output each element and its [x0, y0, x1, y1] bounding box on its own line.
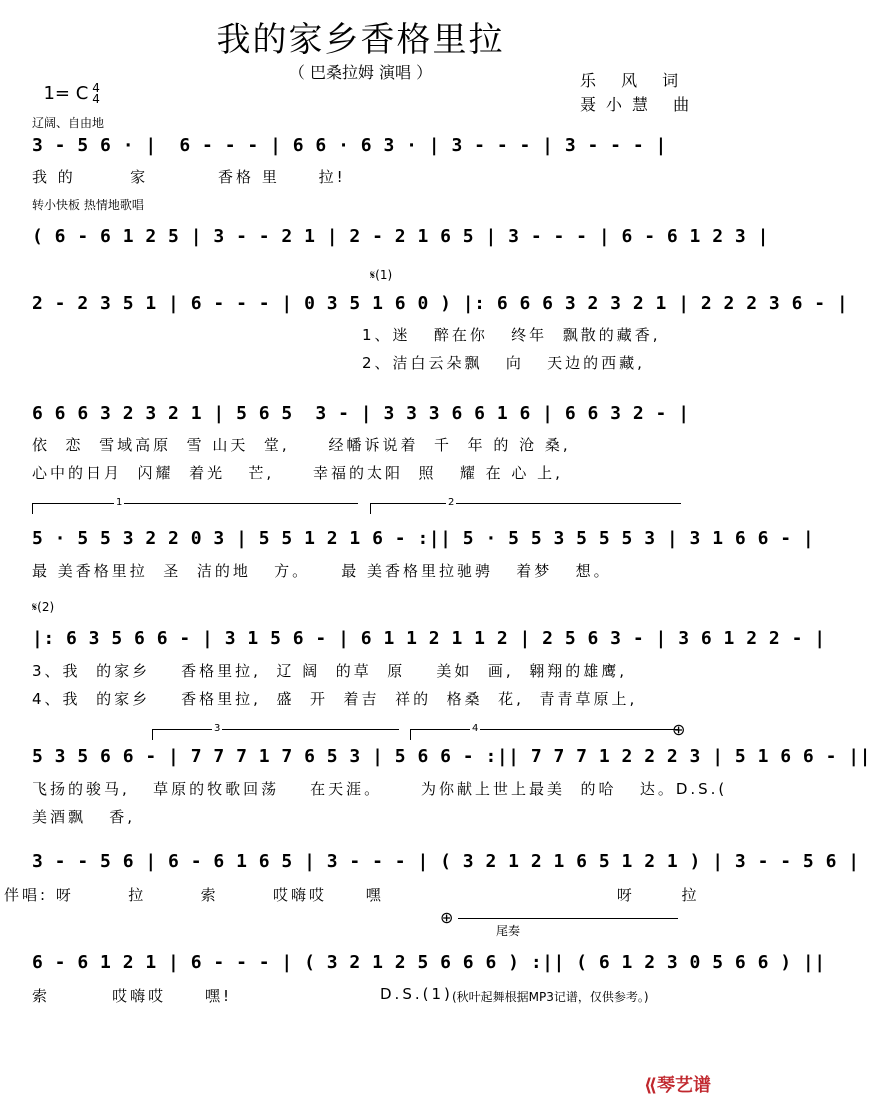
notation-row-2: ( 6 - 6 1 2 5 | 3 - - 2 1 | 2 - 2 1 6 5 | 3 - - - | 6 - 6 1 2 3 |: [32, 226, 769, 247]
notation-row-1: 3 - 5 6 · | 6 - - - | 6 6 · 6 3 · | 3 - - - | 3 - - - |: [32, 135, 667, 156]
notation-row-4: 6 6 6 3 2 3 2 1 | 5 6 5 3 - | 3 3 3 6 6 1 6 | 6 6 3 2 - |: [32, 403, 690, 424]
lyrics-row-7-line-2: 美酒飘 香,: [32, 808, 136, 826]
lyrics-row-4-verse-2: 心中的日月 闪耀 着光 芒, 幸福的太阳 照 耀 在 心 上,: [32, 464, 563, 482]
key-label: 1= C: [43, 83, 89, 104]
volta-number-1: 1: [116, 497, 123, 508]
lyrics-row-9: 索 哎嗨哎 嘿!: [32, 987, 232, 1005]
time-sig-bottom: 4: [92, 92, 100, 106]
notation-row-5: 5 · 5 5 3 2 2 0 3 | 5 5 1 2 1 6 - :|| 5 · 5 5 3 5 5 5 3 | 3 1 6 6 - |: [32, 528, 815, 549]
time-sig-top: 4: [92, 81, 100, 95]
coda-icon-outro: ⊕: [440, 908, 454, 927]
coda-icon: ⊕: [672, 720, 686, 739]
page-title: 我的家乡香格里拉: [216, 20, 505, 60]
volta-bracket-2: [370, 503, 681, 514]
notation-row-7: 5 3 5 6 6 - | 7 7 7 1 7 6 5 3 | 5 6 6 - :|| 7 7 7 1 2 2 2 3 | 5 1 6 6 - ||: [32, 746, 871, 767]
tempo-marking-1: 辽阔、自由地: [32, 116, 105, 130]
lyricist-credit: 乐 风 词: [580, 71, 689, 90]
notation-row-6: |: 6 3 5 6 6 - | 3 1 5 6 - | 6 1 1 2 1 1 2 | 2 5 6 3 - | 3 6 1 2 2 - |: [32, 628, 826, 649]
time-signature: [92, 83, 100, 105]
lyrics-row-7: 飞扬的骏马, 草原的牧歌回荡 在天涯。 为你献上世上最美 的哈 达。D.S.(: [32, 780, 728, 798]
lyrics-row-3-verse-1: 1、迷 醉在你 终年 飘散的藏香,: [362, 326, 661, 344]
notation-row-8: 3 - - 5 6 | 6 - 6 1 6 5 | 3 - - - | ( 3 2 1 2 1 6 5 1 2 1 ) | 3 - - 5 6 |: [32, 851, 860, 872]
composer-credit: 聂小慧 曲: [580, 95, 700, 114]
notation-row-3: 2 - 2 3 5 1 | 6 - - - | 0 3 5 1 6 0 ) |: 6 6 6 3 2 3 2 1 | 2 2 2 3 6 - |: [32, 293, 849, 314]
lyrics-row-6-verse-3: 3、我 的家乡 香格里拉, 辽 阔 的草 原 美如 画, 翱翔的雄鹰,: [32, 662, 627, 680]
volta-bracket-4: [410, 729, 679, 740]
volta-number-2: 2: [448, 497, 455, 508]
lyrics-row-8-backing: 伴唱: 呀 拉 索 哎嗨哎 嘿 呀 拉: [4, 886, 700, 904]
logo-text: 琴艺谱: [657, 1075, 711, 1096]
site-logo: [631, 1050, 711, 1097]
coda-line: [458, 918, 678, 919]
lyrics-row-3-verse-2: 2、洁白云朵飘 向 天边的西藏,: [362, 354, 645, 372]
lyrics-row-5: 最 美香格里拉 圣 洁的地 方。 最 美香格里拉驰骋 着梦 想。: [32, 562, 612, 580]
lyrics-row-1: 我 的 家 香格 里 拉!: [32, 168, 346, 186]
segno-2: 𝄋(2): [32, 600, 55, 614]
transcription-footnote: (秋叶起舞根据MP3记谱，仅供参考。): [452, 990, 649, 1004]
ds-marking: D.S.(1): [380, 985, 453, 1003]
volta-number-4: 4: [472, 723, 479, 734]
logo-mark-icon: ⟪: [644, 1075, 657, 1096]
notation-row-9: 6 - 6 1 2 1 | 6 - - - | ( 3 2 1 2 5 6 6 6 ) :|| ( 6 1 2 3 0 5 6 6 ) ||: [32, 952, 826, 973]
singer-credit: （ 巴桑拉姆 演唱 ）: [288, 63, 433, 82]
volta-bracket-1: [32, 503, 358, 514]
volta-number-3: 3: [214, 723, 221, 734]
segno-1: 𝄋(1): [370, 268, 393, 282]
lyrics-row-4-verse-1: 依 恋 雪域高原 雪 山天 堂, 经幡诉说着 千 年 的 沧 桑,: [32, 436, 571, 454]
lyrics-row-6-verse-4: 4、我 的家乡 香格里拉, 盛 开 着吉 祥的 格桑 花, 青青草原上,: [32, 690, 638, 708]
coda-label: 尾奏: [496, 924, 521, 938]
key-signature: [32, 62, 100, 105]
volta-bracket-3: [152, 729, 399, 740]
tempo-marking-2: 转小快板 热情地歌唱: [32, 198, 144, 212]
